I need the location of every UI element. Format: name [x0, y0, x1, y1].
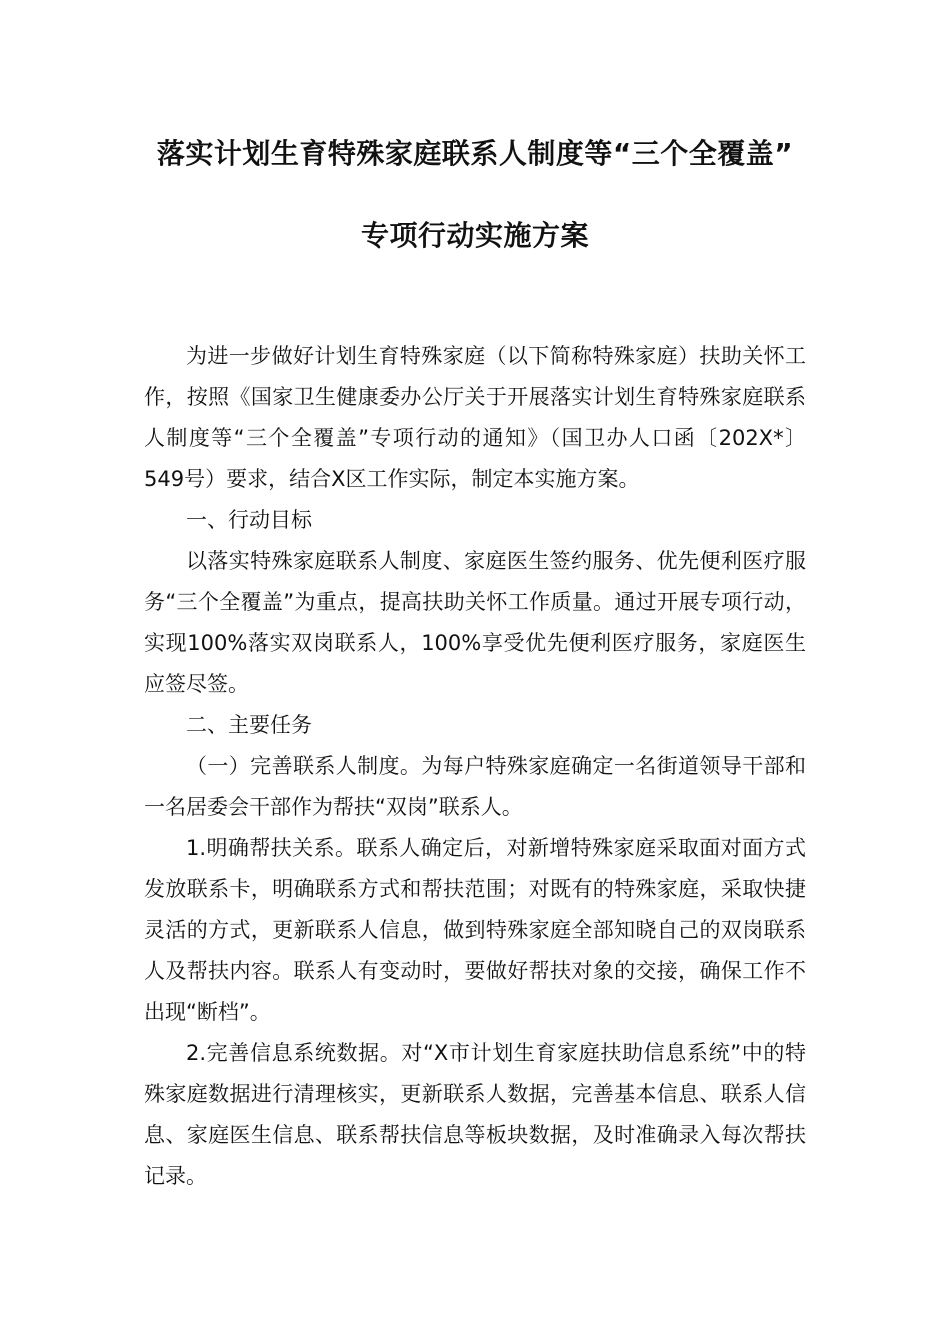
- task-1-paragraph: （一）完善联系人制度。为每户特殊家庭确定一名街道领导干部和一名居委会干部作为帮扶“双岗”联系人。: [144, 754, 806, 819]
- document-title-line-1: 落实计划生育特殊家庭联系人制度等“三个全覆盖”: [156, 137, 794, 170]
- task-1-2-paragraph: 2.完善信息系统数据。对“X市计划生育家庭扶助信息系统”中的特殊家庭数据进行清理核实，更新联系人数据，完善基本信息、联系人信息、家庭医生信息、联系帮扶信息等板块数据，及时准确录入每次帮扶记录。: [144, 1041, 806, 1188]
- goals-paragraph: 以落实特殊家庭联系人制度、家庭医生签约服务、优先便利医疗服务“三个全覆盖”为重点，提高扶助关怀工作质量。通过开展专项行动，实现100%落实双岗联系人，100%享受优先便利医疗服务，家庭医生应签尽签。: [144, 549, 806, 696]
- section-heading-goals: 一、行动目标: [186, 508, 312, 532]
- section-heading-tasks: 二、主要任务: [186, 713, 312, 737]
- intro-paragraph: 为进一步做好计划生育特殊家庭（以下简称特殊家庭）扶助关怀工作，按照《国家卫生健康委办公厅关于开展落实计划生育特殊家庭联系人制度等“三个全覆盖”专项行动的通知》（国卫办人口函〔202X*〕549号）要求，结合X区工作实际，制定本实施方案。: [144, 344, 806, 491]
- document-title-line-2: 专项行动实施方案: [360, 219, 589, 252]
- task-1-1-paragraph: 1.明确帮扶关系。联系人确定后，对新增特殊家庭采取面对面方式发放联系卡，明确联系方式和帮扶范围；对既有的特殊家庭，采取快捷灵活的方式，更新联系人信息，做到特殊家庭全部知晓自己的双岗联系人及帮扶内容。联系人有变动时，要做好帮扶对象的交接，确保工作不出现“断档”。: [144, 836, 806, 1024]
- document-body: [144, 336, 806, 1197]
